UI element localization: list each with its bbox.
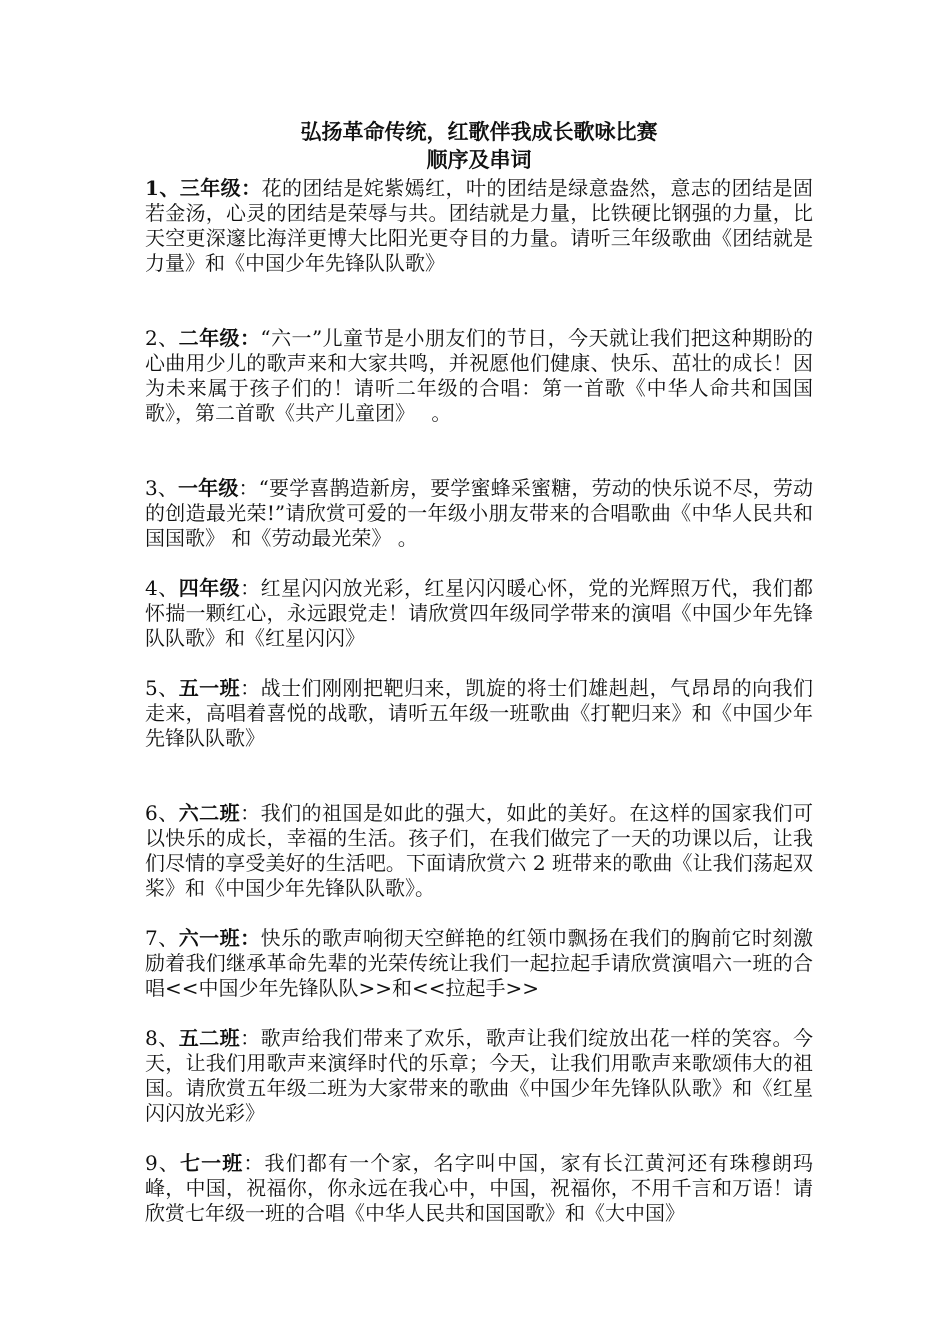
section-6-number: 6、 (145, 801, 179, 825)
section-4-head: 四年级 (178, 576, 241, 600)
section-1 (145, 176, 813, 276)
section-5-number: 5、 (145, 676, 179, 700)
section-6-text: ：我们的祖国是如此的强大，如此的美好。在这样的国家我们可以快乐的成长，幸福的生活。孩子们，在我们做完了一天的功课以后，让我们尽情的享受美好的生活吧。下面请欣赏六 2 班带来的歌曲《让我们荡起双桨》和《中国少年先锋队队歌》。 (145, 801, 814, 900)
section-6 (145, 801, 813, 901)
section-5 (145, 676, 813, 751)
section-5-head: 五一班 (178, 676, 241, 700)
section-1-head: 三年级： (179, 176, 262, 200)
section-1-number: 1、 (145, 176, 180, 200)
section-2-head: 二年级： (178, 326, 261, 350)
section-8 (145, 1026, 813, 1126)
document-subtitle: 顺序及串词 (426, 147, 532, 172)
section-3-head: 一年级 (178, 476, 239, 500)
document-title: 弘扬革命传统，红歌伴我成长歌咏比赛 (300, 119, 658, 144)
section-8-head: 五二班 (178, 1026, 241, 1050)
section-3-text: ：“要学喜鹊造新房，要学蜜蜂采蜜糖，劳动的快乐说不尽，劳动的创造最光荣!”请欣赏可爱的一年级小朋友带来的合唱歌曲《中华人民共和国国歌》 和《劳动最光荣》 。 (145, 476, 813, 550)
section-9-head: 七一班 (180, 1151, 244, 1175)
section-7 (145, 926, 813, 1001)
section-4 (145, 576, 813, 651)
section-2-number: 2、 (145, 326, 179, 350)
section-6-head: 六二班 (178, 801, 241, 825)
section-9-text: ：我们都有一个家，名字叫中国，家有长江黄河还有珠穆朗玛峰，中国，祝福你，你永远在我心中，中国，祝福你，不用千言和万语！请欣赏七年级一班的合唱《中华人民共和国国歌》和《大中国》 (145, 1151, 813, 1225)
section-5-text: ：战士们刚刚把靶归来，凯旋的将士们雄赳赳，气昂昂的向我们走来，高唱着喜悦的战歌，请听五年级一班歌曲《打靶归来》和《中国少年先锋队队歌》 (145, 676, 814, 750)
section-9-number: 9、 (145, 1151, 180, 1175)
section-3-number: 3、 (145, 476, 179, 500)
section-7-text: 快乐的歌声响彻天空鲜艳的红领巾飘扬在我们的胸前它时刻激励着我们继承革命先辈的光荣传统让我们一起拉起手请欣赏演唱六一班的合唱<<中国少年先锋队队>>和<<拉起手>> (145, 926, 814, 1000)
section-1-text: 花的团结是姹紫嫣红，叶的团结是绿意盎然，意志的团结是固若金汤，心灵的团结是荣辱与共。团结就是力量，比铁硬比钢强的力量，比天空更深邃比海洋更博大比阳光更夺目的力量。请听三年级歌曲《团结就是力量》和《中国少年先锋队队歌》 (145, 176, 814, 275)
section-4-text: ：红星闪闪放光彩，红星闪闪暖心怀，党的光辉照万代，我们都怀揣一颗红心，永远跟党走！请欣赏四年级同学带来的演唱《中国少年先锋队队歌》和《红星闪闪》 (145, 576, 814, 650)
section-8-number: 8、 (145, 1026, 179, 1050)
section-9 (145, 1151, 813, 1226)
section-4-number: 4、 (145, 576, 179, 600)
section-3 (145, 476, 813, 551)
section-2-text: “六一”儿童节是小朋友们的节日，今天就让我们把这种期盼的心曲用少儿的歌声来和大家共鸣，并祝愿他们健康、快乐、茁壮的成长！因为未来属于孩子们的！请听二年级的合唱：第一首歌《中华人命共和国国歌》，第二首歌《共产儿童团》 。 (145, 326, 813, 425)
section-8-text: ：歌声给我们带来了欢乐，歌声让我们绽放出花一样的笑容。今天，让我们用歌声来演绎时代的乐章；今天，让我们用歌声来歌颂伟大的祖国。请欣赏五年级二班为大家带来的歌曲《中国少年先锋队队歌》和《红星闪闪放光彩》 (145, 1026, 814, 1125)
section-2 (145, 326, 813, 426)
document-page (145, 118, 813, 1226)
section-7-head: 六一班： (178, 926, 261, 950)
section-7-number: 7、 (145, 926, 179, 950)
